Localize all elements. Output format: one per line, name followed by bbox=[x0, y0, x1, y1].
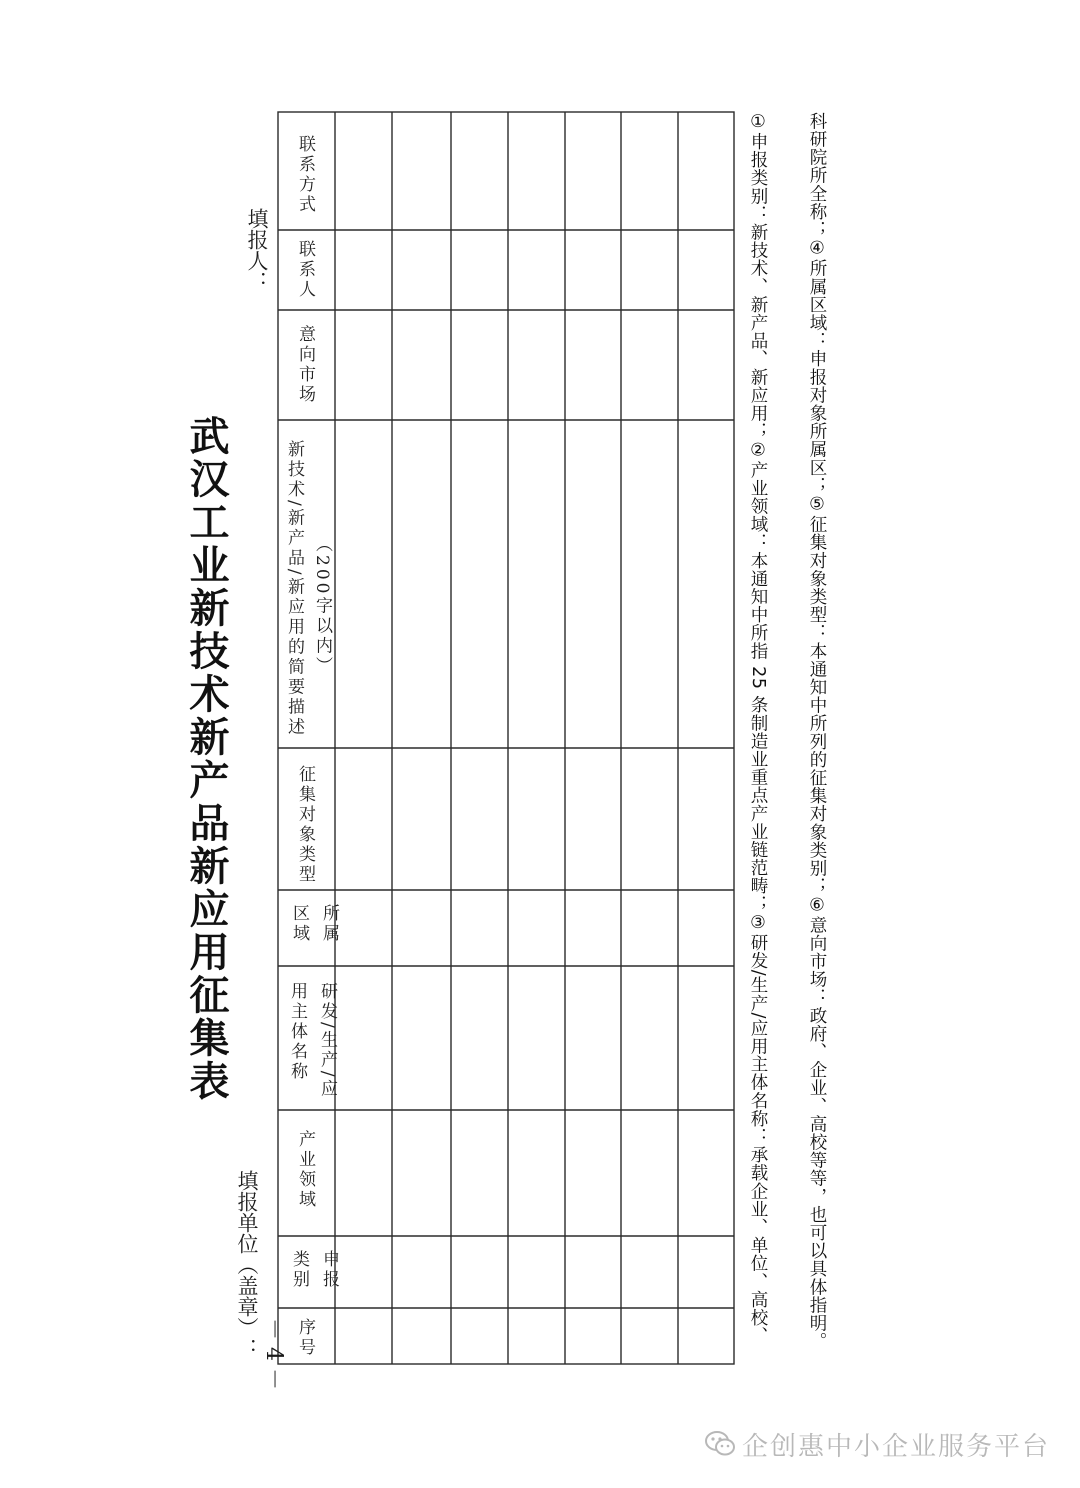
header-market: 意向市场 bbox=[295, 325, 315, 405]
table-row bbox=[340, 1312, 390, 1360]
notes-line-2: 科研院所全称；④所属区域：申报对象所属区；⑤征集对象类型：本通知中所列的征集对象类别；⑥意向市场：政府、企业、高校等等，也可以具体指明。 bbox=[807, 112, 827, 1351]
table-border bbox=[278, 112, 734, 1364]
table-row bbox=[569, 1312, 619, 1360]
header-industry: 产业领域 bbox=[295, 1130, 315, 1210]
header-contact-method: 联系方式 bbox=[295, 135, 315, 215]
page-number: － 4 － bbox=[261, 1318, 286, 1390]
header-contact-person: 联系人 bbox=[295, 240, 315, 300]
header-description-note: （200字以内） bbox=[312, 535, 332, 677]
reporting-unit-label: 填报单位（盖章）： bbox=[235, 1170, 259, 1359]
table-row bbox=[682, 1312, 732, 1360]
header-object-type: 征集对象类型 bbox=[295, 765, 315, 885]
table-row bbox=[397, 1312, 447, 1360]
header-index: 序号 bbox=[295, 1318, 315, 1358]
reporter-label: 填报人： bbox=[245, 208, 269, 292]
header-category: 申报类别 bbox=[289, 1250, 339, 1290]
header-description: 新技术/新产品/新应用的简要描述 bbox=[284, 440, 304, 738]
table-row bbox=[625, 1312, 675, 1360]
header-region: 所属区域 bbox=[289, 904, 339, 944]
header-entity: 研发/生产/应用主体名称 bbox=[287, 982, 337, 1100]
table-row bbox=[455, 1312, 505, 1360]
notes-line-1: ①申报类别：新技术、新产品、新应用；②产业领域：本通知中所指 25 条制造业重点产业链范畴；③研发/生产/应用主体名称：承载企业、单位、高校、 bbox=[748, 112, 768, 1345]
wechat-icon bbox=[704, 1428, 736, 1460]
table-row bbox=[512, 1312, 562, 1360]
document-title: 武汉工业新技术新产品新应用征集表 bbox=[183, 415, 229, 1103]
watermark-text: 企创惠中小企业服务平台 bbox=[742, 1432, 1051, 1462]
